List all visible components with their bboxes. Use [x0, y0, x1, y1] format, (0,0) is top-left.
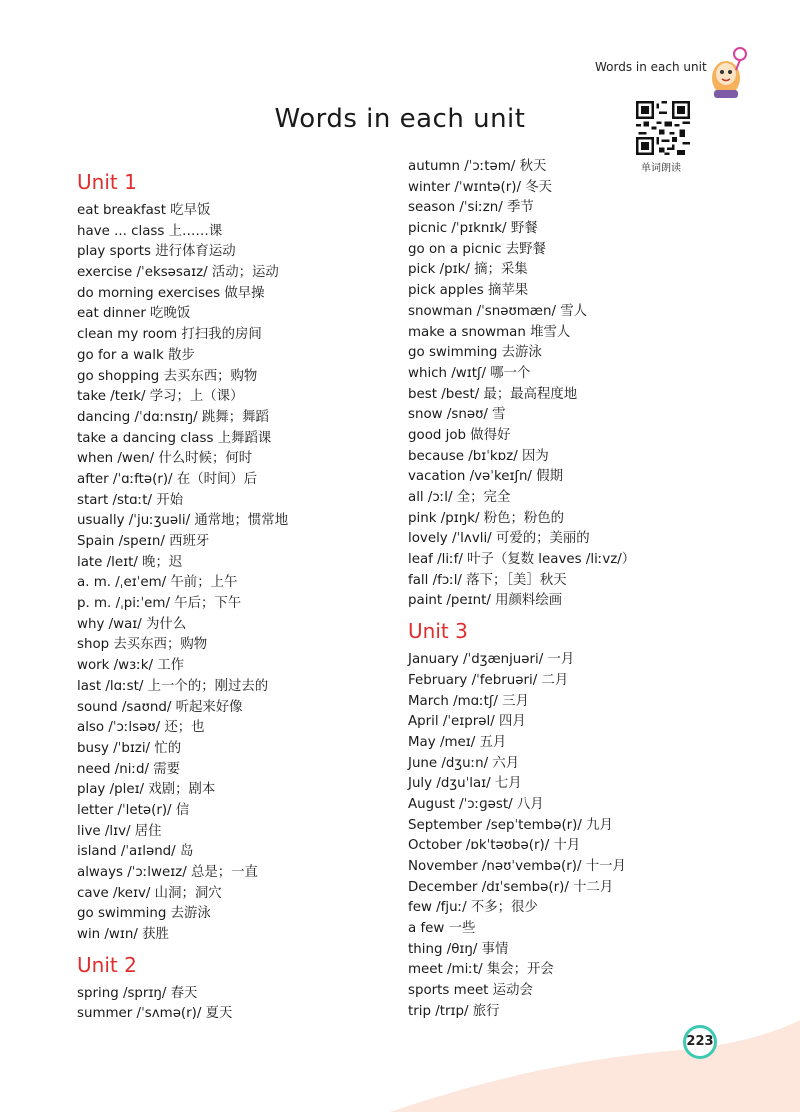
running-header: Words in each unit — [595, 60, 707, 74]
word-entry: best /best/ 最；最高程度地 — [408, 386, 578, 402]
word-entry: dancing /ˈdɑːnsɪŋ/ 跳舞；舞蹈 — [77, 409, 269, 425]
word-entry: fall /fɔːl/ 落下；［美］秋天 — [408, 572, 567, 588]
word-entry: January /ˈdʒænjuəri/ 一月 — [408, 652, 575, 668]
word-entry: winter /ˈwɪntə(r)/ 冬天 — [408, 179, 553, 195]
word-entry: all /ɔːl/ 全；完全 — [408, 490, 511, 505]
word-entry: which /wɪtʃ/ 哪一个 — [408, 365, 531, 381]
word-entry: work /wɜːk/ 工作 — [77, 658, 185, 674]
word-entry: pink /pɪŋk/ 粉色；粉色的 — [408, 510, 565, 526]
word-entry: snowman /ˈsnəʊmæn/ 雪人 — [408, 303, 587, 319]
word-entry: usually /ˈjuːʒuəli/ 通常地；惯常地 — [77, 513, 289, 529]
word-entry: last /lɑːst/ 上一个的；刚过去的 — [77, 678, 269, 694]
word-entry: few /fjuː/ 不多；很少 — [408, 900, 538, 916]
word-entry: spring /sprɪŋ/ 春天 — [77, 985, 198, 1001]
word-entry: February /ˈfebruəri/ 二月 — [408, 672, 569, 688]
unit-heading: Unit 1 — [77, 170, 137, 194]
word-entry: season /ˈsiːzn/ 季节 — [408, 200, 534, 216]
word-entry: thing /θɪŋ/ 事情 — [408, 941, 509, 957]
word-entry: a. m. /ˌeɪˈem/ 午前；上午 — [77, 575, 238, 591]
word-entry: exercise /ˈeksəsaɪz/ 活动；运动 — [77, 265, 279, 281]
word-entry: picnic /ˈpɪknɪk/ 野餐 — [408, 221, 538, 237]
word-entry: a few 一些 — [408, 921, 476, 937]
word-entry: trip /trɪp/ 旅行 — [408, 1003, 500, 1019]
word-entry: go shopping 去买东西；购物 — [77, 368, 258, 384]
word-entry: also /ˈɔːlsəʊ/ 还；也 — [77, 720, 205, 736]
word-entry: take /teɪk/ 学习；上（课） — [77, 389, 244, 405]
left-word-column — [77, 163, 377, 1025]
word-entry: eat dinner 吃晚饭 — [77, 306, 191, 322]
word-entry: p. m. /ˌpiːˈem/ 午后；下午 — [77, 596, 242, 612]
word-entry: September /sepˈtembə(r)/ 九月 — [408, 817, 613, 833]
word-entry: island /ˈaɪlənd/ 岛 — [77, 844, 194, 860]
word-entry: play /pleɪ/ 戏剧；剧本 — [77, 782, 216, 798]
word-entry: make a snowman 堆雪人 — [408, 324, 571, 340]
unit-heading: Unit 2 — [77, 952, 137, 977]
word-entry: July /dʒuˈlaɪ/ 七月 — [408, 776, 522, 792]
word-entry: when /wen/ 什么时候；何时 — [77, 451, 253, 467]
word-entry: Spain /speɪn/ 西班牙 — [77, 534, 210, 549]
word-entry: play sports 进行体育运动 — [77, 244, 236, 260]
word-entry: shop 去买东西；购物 — [77, 637, 208, 653]
word-entry: lovely /ˈlʌvli/ 可爱的；美丽的 — [408, 531, 590, 547]
word-entry: April /ˈeɪprəl/ 四月 — [408, 714, 526, 730]
word-entry: October /ɒkˈtəʊbə(r)/ 十月 — [408, 838, 581, 854]
word-entry: go on a picnic 去野餐 — [408, 241, 546, 257]
qr-caption: 单词朗读 — [641, 163, 681, 174]
word-entry: summer /ˈsʌmə(r)/ 夏天 — [77, 1006, 233, 1022]
page-number: 223 — [683, 1025, 717, 1059]
word-entry: sound /saʊnd/ 听起来好像 — [77, 699, 243, 715]
word-entry: pick /pɪk/ 摘；采集 — [408, 262, 528, 278]
unit-heading: Unit 3 — [408, 619, 468, 644]
word-entry: sports meet 运动会 — [408, 983, 533, 999]
word-entry: do morning exercises 做早操 — [77, 285, 265, 301]
word-entry: busy /ˈbɪzi/ 忙的 — [77, 740, 182, 756]
word-entry: autumn /ˈɔːtəm/ 秋天 — [408, 159, 547, 174]
word-entry: paint /peɪnt/ 用颜料绘画 — [408, 593, 563, 609]
word-entry: go swimming 去游泳 — [408, 345, 542, 361]
word-entry: June /dʒuːn/ 六月 — [408, 755, 520, 771]
word-entry: May /meɪ/ 五月 — [408, 734, 507, 750]
word-entry: eat breakfast 吃早饭 — [77, 203, 211, 218]
word-entry: why /waɪ/ 为什么 — [77, 616, 187, 632]
word-entry: August /ˈɔːɡəst/ 八月 — [408, 796, 544, 812]
word-entry: have ... class 上……课 — [77, 223, 223, 239]
word-entry: because /bɪˈkɒz/ 因为 — [408, 448, 549, 464]
qr-code-icon — [636, 101, 690, 155]
word-entry: good job 做得好 — [408, 427, 511, 443]
right-word-column — [408, 157, 728, 1023]
word-entry: take a dancing class 上舞蹈课 — [77, 430, 272, 446]
word-entry: leaf /liːf/ 叶子（复数 leaves /liːvz/） — [408, 552, 636, 568]
word-entry: cave /keɪv/ 山洞；洞穴 — [77, 885, 222, 901]
mascot-icon — [706, 44, 750, 100]
word-entry: live /lɪv/ 居住 — [77, 823, 162, 839]
word-entry: vacation /vəˈkeɪʃn/ 假期 — [408, 469, 563, 485]
word-entry: start /stɑːt/ 开始 — [77, 492, 183, 508]
word-entry: go swimming 去游泳 — [77, 906, 211, 922]
word-entry: need /niːd/ 需要 — [77, 761, 180, 777]
word-entry: clean my room 打扫我的房间 — [77, 327, 262, 343]
word-entry: November /nəʊˈvembə(r)/ 十一月 — [408, 859, 626, 874]
word-entry: pick apples 摘苹果 — [408, 283, 529, 299]
word-entry: after /ˈɑːftə(r)/ 在（时间）后 — [77, 471, 258, 487]
page-title: Words in each unit — [274, 104, 526, 134]
word-entry: December /dɪˈsembə(r)/ 十二月 — [408, 879, 614, 895]
word-entry: March /mɑːtʃ/ 三月 — [408, 693, 529, 709]
word-entry: letter /ˈletə(r)/ 信 — [77, 802, 190, 818]
word-entry: meet /miːt/ 集会；开会 — [408, 962, 554, 978]
word-entry: always /ˈɔːlweɪz/ 总是；一直 — [77, 865, 258, 880]
word-entry: go for a walk 散步 — [77, 347, 195, 363]
word-entry: win /wɪn/ 获胜 — [77, 927, 169, 943]
word-entry: late /leɪt/ 晚；迟 — [77, 554, 183, 570]
word-entry: snow /snəʊ/ 雪 — [408, 407, 506, 423]
